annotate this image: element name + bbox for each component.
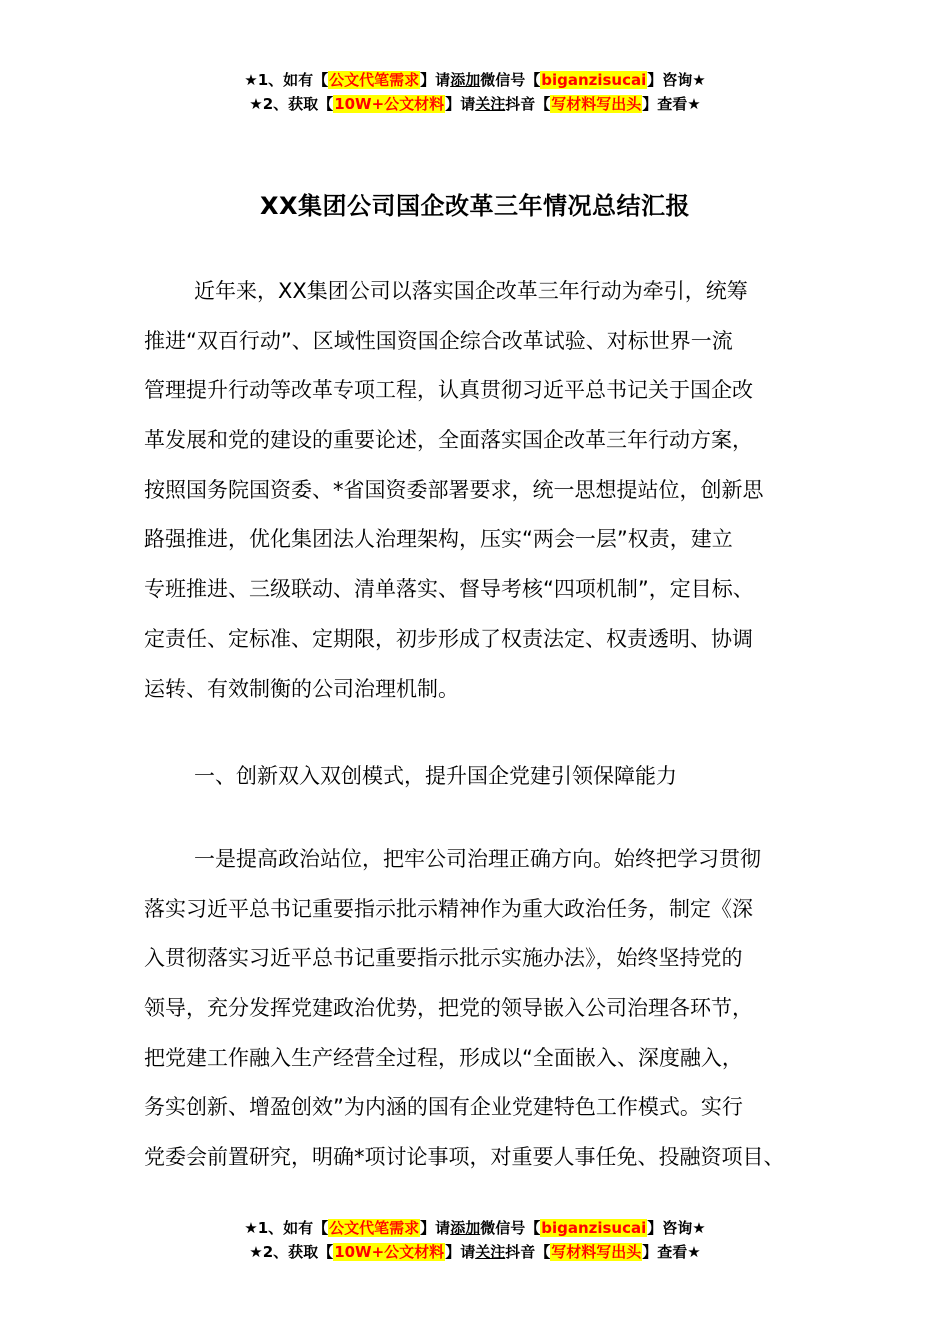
banner-text: ★2、获取【: [249, 1243, 334, 1261]
paragraph-line: 定责任、定标准、定期限，初步形成了权责法定、权责透明、协调: [144, 626, 753, 651]
paragraph-line: 近年来，XX集团公司以落实国企改革三年行动为牵引，统筹: [194, 279, 748, 303]
footer-banner: [0, 1216, 950, 1264]
banner-text: ★2、获取【: [249, 95, 334, 113]
banner-underline: 添加: [450, 71, 481, 89]
banner-text: 微信号【: [480, 1219, 541, 1237]
paragraph-line: 把党建工作融入生产经营全过程，形成以“全面嵌入、深度融入，: [144, 1045, 743, 1070]
banner-underline: 关注: [475, 95, 506, 113]
paragraph-line: 党委会前置研究，明确*项讨论事项，对重要人事任免、投融资项目、: [144, 1145, 785, 1170]
paragraph-line: 一是提高政治站位，把牢公司治理正确方向。始终把学习贯彻: [194, 847, 761, 871]
paragraph-line: 按照国务院国资委、*省国资委部署要求，统一思想提站位，创新思: [144, 477, 764, 502]
banner-text: 】请: [420, 71, 451, 89]
paragraph-line: 领导，充分发挥党建政治优势，把党的领导嵌入公司治理各环节，: [144, 996, 753, 1021]
banner-highlight: 10W+公文材料: [334, 95, 445, 113]
banner-line-2: [0, 92, 950, 116]
banner-highlight: 10W+公文材料: [334, 1243, 445, 1261]
banner-line-2: [0, 1240, 950, 1264]
paragraph-line: 运转、有效制衡的公司治理机制。: [144, 676, 459, 701]
banner-underline: 添加: [450, 1219, 481, 1237]
paragraph-line: 推进“双百行动”、区域性国资国企综合改革试验、对标世界一流: [144, 328, 733, 353]
section-heading-text: 一、创新双入双创模式，提升国企党建引领保障能力: [194, 764, 677, 788]
banner-text: 】请: [420, 1219, 451, 1237]
banner-highlight: biganzisucai: [541, 71, 647, 89]
document-title: XX集团公司国企改革三年情况总结汇报: [259, 192, 690, 220]
paragraph-line: 务实创新、增盈创效”为内涵的国有企业党建特色工作模式。实行: [144, 1095, 743, 1120]
banner-text: ★1、如有【: [244, 1219, 329, 1237]
paragraph-line: 入贯彻落实习近平总书记重要指示批示实施办法》，始终坚持党的: [144, 946, 743, 971]
header-banner: [0, 68, 950, 116]
paragraph-line: 革发展和党的建设的重要论述，全面落实国企改革三年行动方案，: [144, 428, 753, 453]
banner-line-1: [0, 1216, 950, 1240]
section-paragraph: [144, 835, 812, 1183]
banner-text: 】请: [445, 1243, 476, 1261]
banner-highlight: biganzisucai: [541, 1219, 647, 1237]
banner-highlight: 公文代笔需求: [329, 1219, 420, 1237]
banner-text: 】请: [445, 95, 476, 113]
banner-text: 】查看★: [642, 1243, 701, 1261]
banner-text: 抖音【: [505, 1243, 551, 1261]
banner-text: 】咨询★: [647, 1219, 706, 1237]
paragraph-line: 落实习近平总书记重要指示批示精神作为重大政治任务，制定《深: [144, 896, 753, 921]
banner-underline: 关注: [475, 1243, 506, 1261]
banner-text: 抖音【: [505, 95, 551, 113]
banner-text: 】查看★: [642, 95, 701, 113]
paragraph-line: 专班推进、三级联动、清单落实、督导考核“四项机制”，定目标、: [144, 577, 754, 602]
banner-highlight: 公文代笔需求: [329, 71, 420, 89]
banner-text: ★1、如有【: [244, 71, 329, 89]
section-heading: [144, 752, 812, 802]
banner-text: 微信号【: [480, 71, 541, 89]
intro-paragraph: [144, 267, 812, 714]
banner-highlight: 写材料写出头: [551, 95, 642, 113]
banner-text: 】咨询★: [647, 71, 706, 89]
paragraph-line: 管理提升行动等改革专项工程，认真贯彻习近平总书记关于国企改: [144, 378, 753, 403]
banner-highlight: 写材料写出头: [551, 1243, 642, 1261]
banner-line-1: [0, 68, 950, 92]
paragraph-line: 路强推进，优化集团法人治理架构，压实“两会一层”权责，建立: [144, 527, 733, 552]
